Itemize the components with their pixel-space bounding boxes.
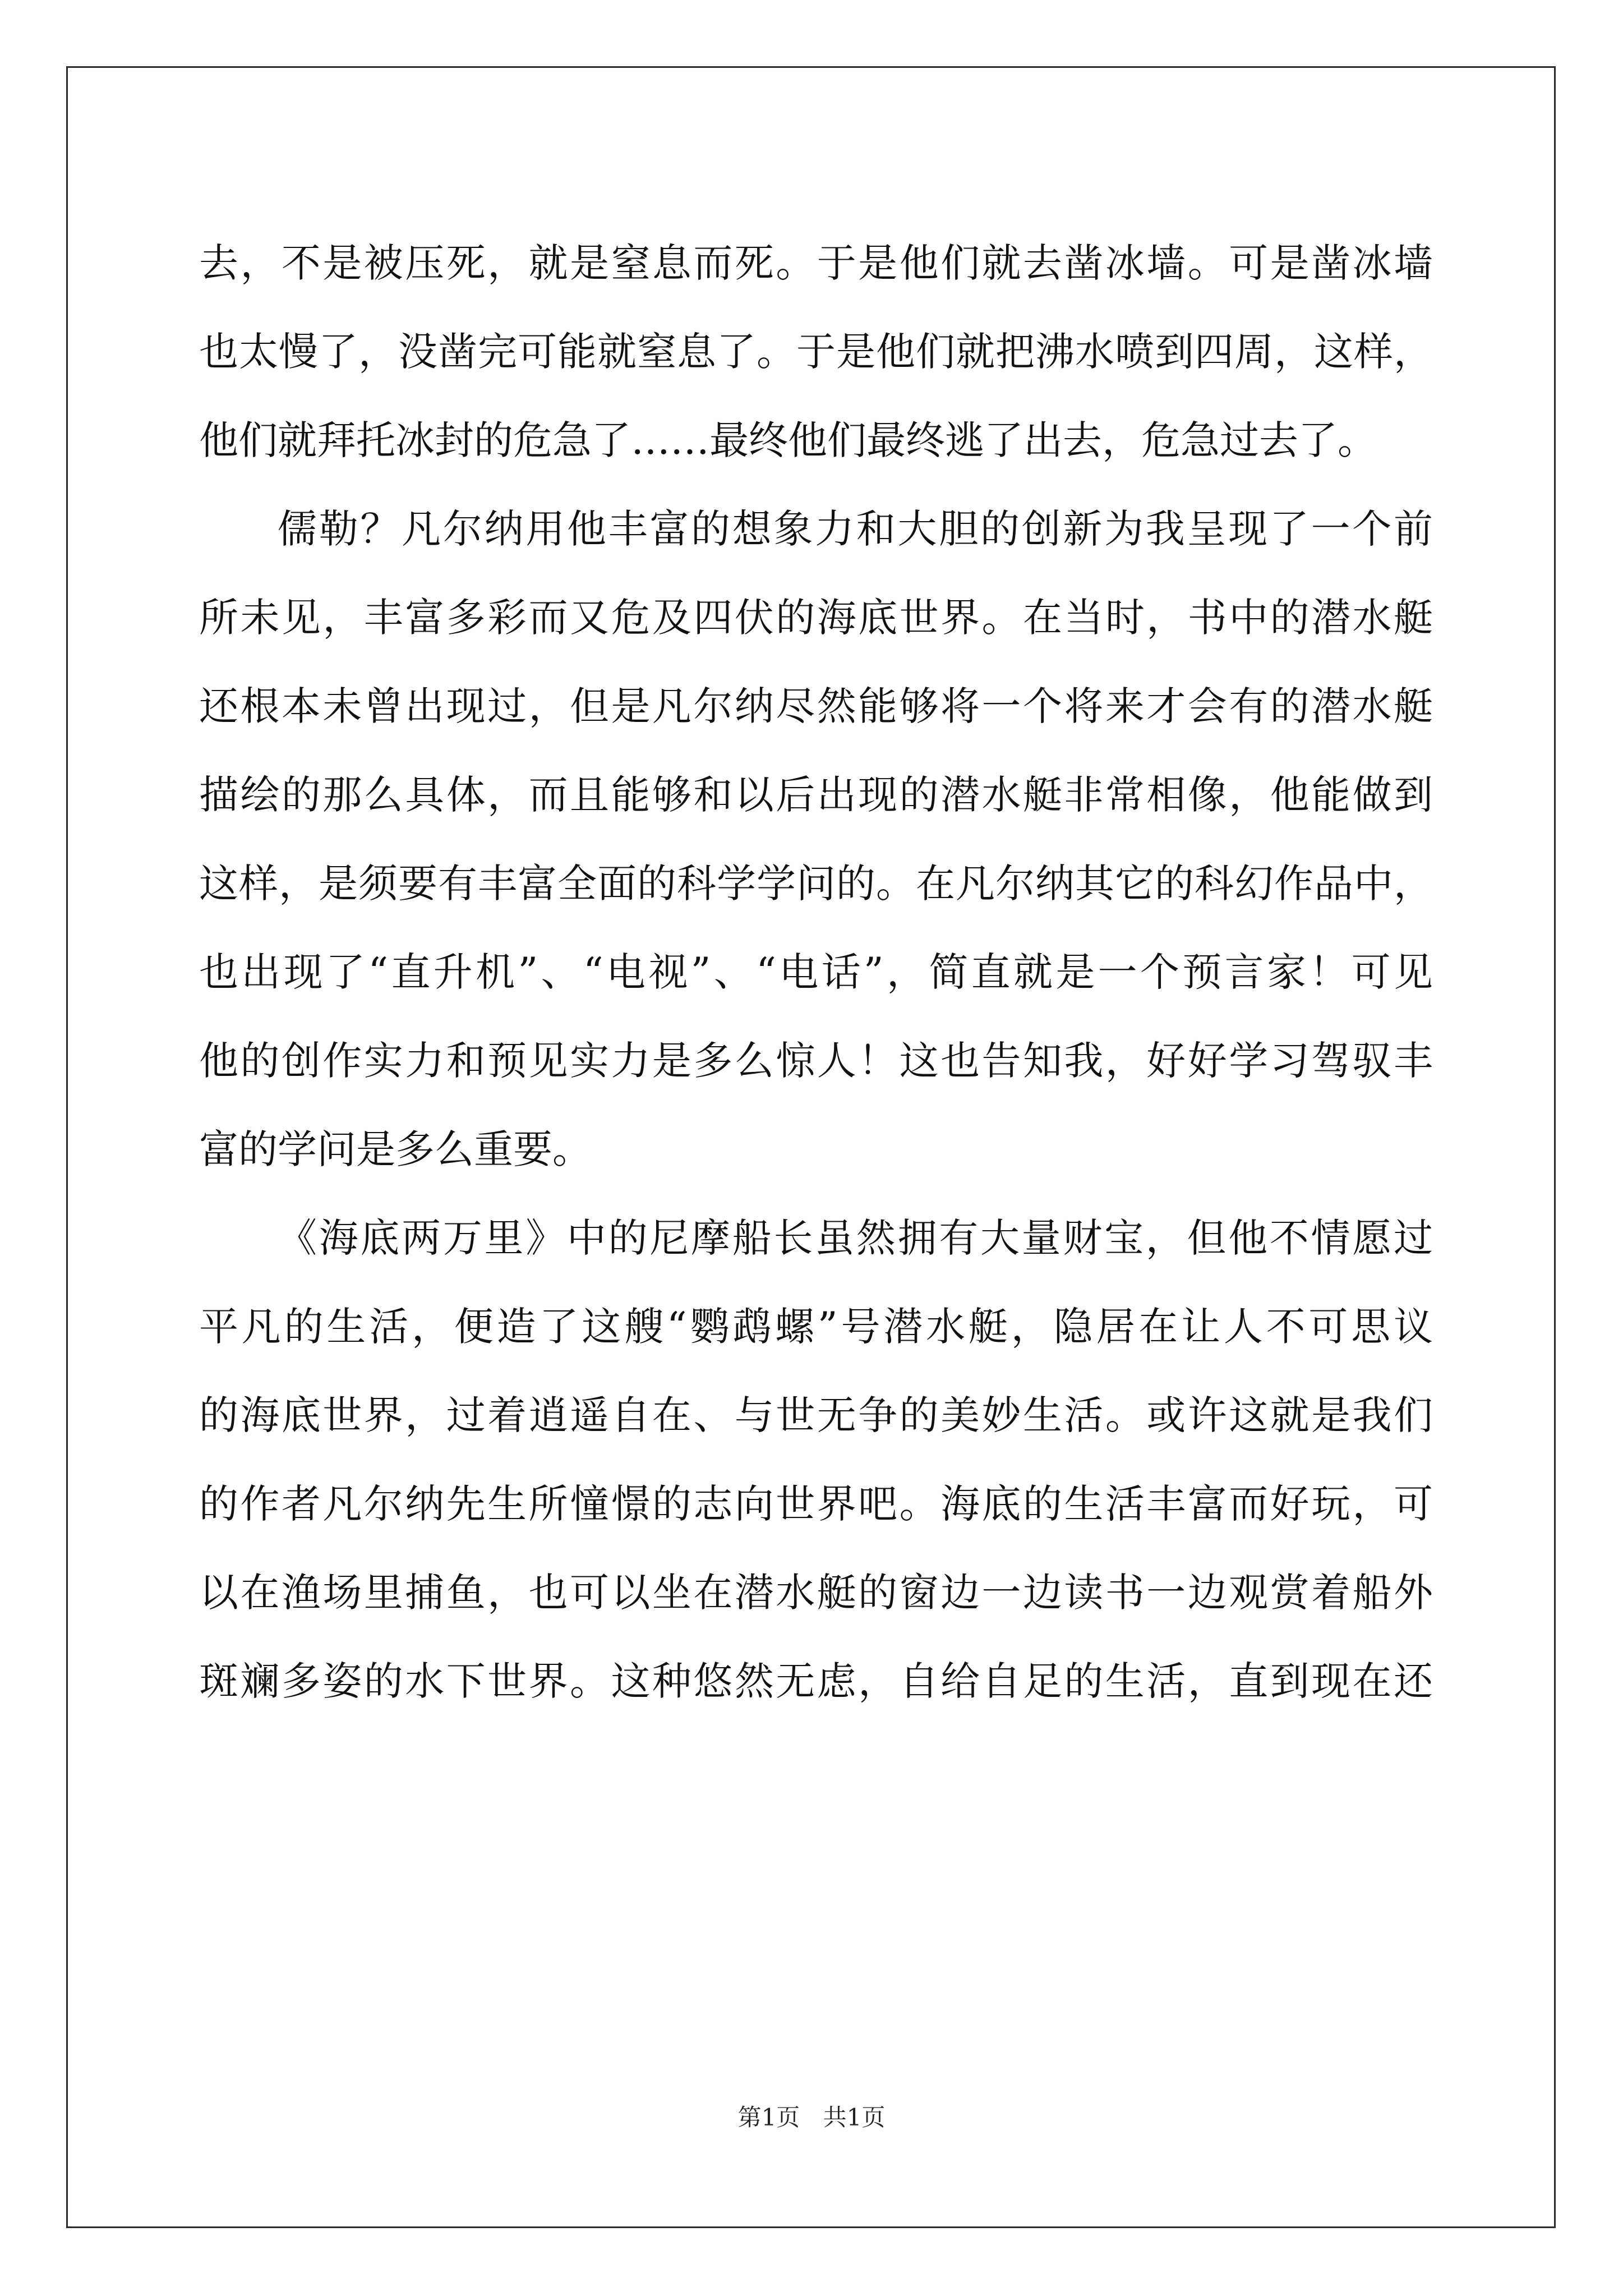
text-line: 他的创作实力和预见实力是多么惊人！这也告知我，好好学习驾驭丰 [199,1038,1433,1084]
page-total: 共1页 [823,2104,886,2131]
page-number: 第1页 [737,2104,800,2131]
text-line: 这样，是须要有丰富全面的科学学问的。在凡尔纳其它的科幻作品中， [199,861,1433,907]
text-line: 也出现了“直升机”、“电视”、“电话”，简直就是一个预言家！可见 [199,949,1433,995]
text-line: 以在渔场里捕鱼，也可以坐在潜水艇的窗边一边读书一边观赏着船外 [199,1570,1433,1616]
page-footer [0,2099,1623,2133]
text-line: 儒勒？凡尔纳用他丰富的想象力和大胆的创新为我呈现了一个前 [278,506,1433,552]
text-line: 富的学问是多么重要。 [199,1126,592,1172]
text-line: 斑斓多姿的水下世界。这种悠然无虑，自给自足的生活，直到现在还 [199,1658,1433,1704]
document-body [199,219,1433,1726]
text-line: 去，不是被压死，就是窒息而死。于是他们就去凿冰墙。可是凿冰墙 [199,240,1433,286]
text-line: 他们就拜托冰封的危急了……最终他们最终逃了出去，危急过去了。 [199,417,1377,463]
text-line: 的海底世界，过着逍遥自在、与世无争的美妙生活。或许这就是我们 [199,1392,1433,1438]
text-line: 还根本未曾出现过，但是凡尔纳尽然能够将一个将来才会有的潜水艇 [199,683,1433,729]
text-line: 《海底两万里》中的尼摩船长虽然拥有大量财宝，但他不情愿过 [278,1215,1433,1261]
text-line: 所未见，丰富多彩而又危及四伏的海底世界。在当时，书中的潜水艇 [199,595,1433,641]
text-line: 描绘的那么具体，而且能够和以后出现的潜水艇非常相像，他能做到 [199,772,1433,818]
text-line: 平凡的生活，便造了这艘“鹦鹉螺”号潜水艇，隐居在让人不可思议 [199,1304,1433,1350]
text-line: 也太慢了，没凿完可能就窒息了。于是他们就把沸水喷到四周，这样， [199,329,1433,375]
text-line: 的作者凡尔纳先生所憧憬的志向世界吧。海底的生活丰富而好玩，可 [199,1481,1433,1527]
